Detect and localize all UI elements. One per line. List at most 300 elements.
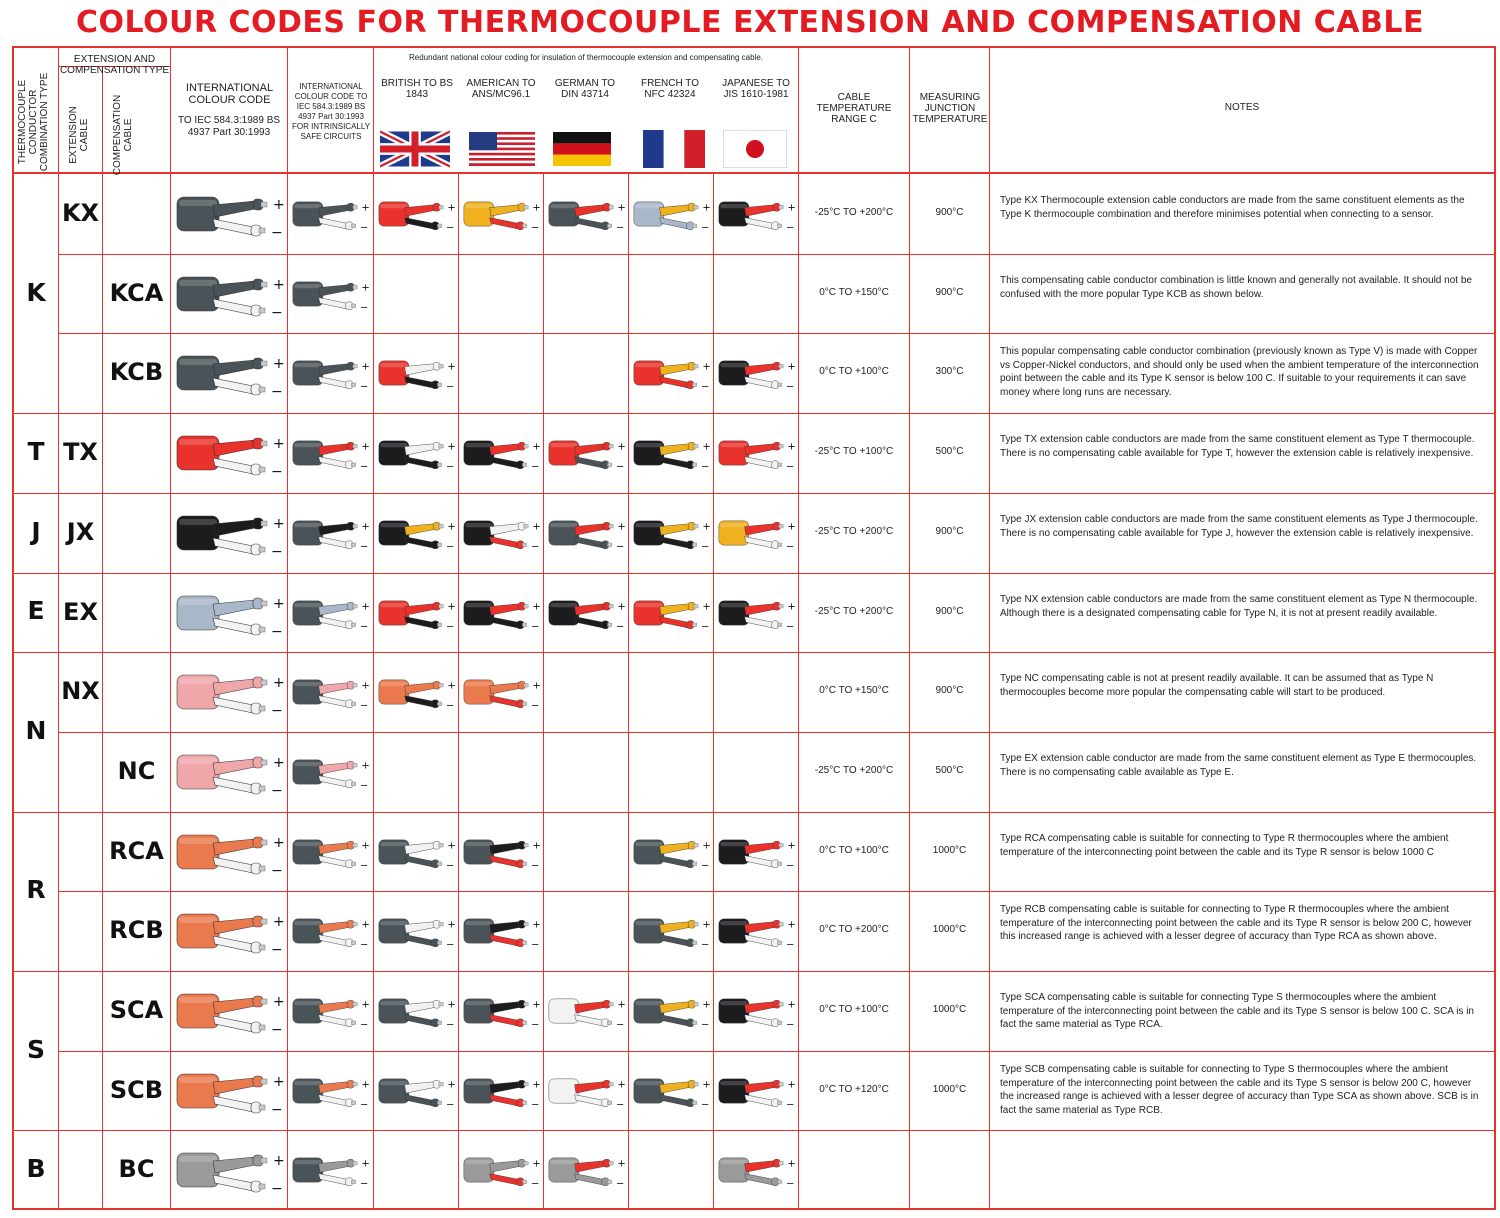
cable-icon [631,587,711,639]
cable-cell [290,347,370,404]
cable-cell [290,826,370,883]
plus-sign: + [787,919,796,931]
plus-sign: + [361,919,370,931]
plus-sign: + [702,521,711,533]
cable-cell [290,985,370,1042]
minus-sign: − [786,222,795,234]
cable-icon [631,507,711,559]
compensation-cable-code: KCB [109,358,164,386]
minus-sign: − [446,860,455,872]
minus-sign: − [531,541,540,553]
cable-icon [631,985,711,1037]
cable-icon [461,905,541,957]
row-note: Type KX Thermocouple extension cable conductors are made from the same constituent elements as the Type K thermocouple combination and therefore minimises potential when connecting to a sensor. [1000,195,1465,220]
row-note: Type NC compensating cable is not at present readily available. It can be assumed that as Type N thermocouples become more popular the compensating cable will start to be produced. [1000,673,1434,698]
plus-sign: + [273,197,285,213]
thermocouple-type-label: J [31,517,41,546]
minus-sign: − [786,1178,795,1190]
header-british: BRITISH TO BS 1843 [381,78,453,100]
measuring-junction-temp: 900°C [935,526,964,537]
measuring-junction-temp: 900°C [935,685,964,696]
header-compensation-cable: COMPENSATION CABLE [112,94,134,176]
plus-sign: + [361,361,370,373]
cable-cell [716,1144,796,1201]
minus-sign: − [701,939,710,951]
plus-sign: + [702,999,711,1011]
minus-sign: − [786,381,795,393]
minus-sign: − [271,863,283,879]
cable-cell [376,826,456,883]
minus-sign: − [446,1099,455,1111]
cable-cell [376,427,456,484]
plus-sign: + [361,202,370,214]
minus-sign: − [531,461,540,473]
cable-cell [173,821,285,888]
cable-cell [631,985,711,1042]
cable-cell [631,188,711,245]
minus-sign: − [360,1099,369,1111]
cable-cell [290,188,370,245]
cable-cell [173,342,285,409]
cable-icon [716,1065,796,1117]
cable-icon [290,826,370,878]
plus-sign: + [532,521,541,533]
cable-icon [461,985,541,1037]
minus-sign: − [701,1019,710,1031]
cable-icon [716,427,796,479]
temperature-range: 0°C TO +150°C [819,685,889,696]
cable-cell [546,188,626,245]
minus-sign: − [531,1099,540,1111]
cable-cell [290,427,370,484]
international-cable-icon [173,422,285,484]
international-cable-icon [173,502,285,564]
minus-sign: − [786,860,795,872]
cable-icon [376,826,456,878]
table-row [12,891,1496,971]
thermocouple-type-label: S [26,1035,45,1064]
cable-icon [290,1065,370,1117]
plus-sign: + [702,441,711,453]
minus-sign: − [616,1178,625,1190]
minus-sign: − [271,225,283,241]
cable-icon [546,507,626,559]
cable-cell [546,1065,626,1122]
minus-sign: − [616,222,625,234]
plus-sign: + [361,521,370,533]
plus-sign: + [447,919,456,931]
cable-cell [716,826,796,883]
cable-cell [376,507,456,564]
table-row [12,174,1496,254]
compensation-cable-code: BC [118,1155,155,1183]
international-cable-icon [173,661,285,723]
extension-cable-code: TX [63,438,98,466]
plus-sign: + [361,1158,370,1170]
cable-cell [173,263,285,330]
cable-cell [546,1144,626,1201]
plus-sign: + [273,675,285,691]
cable-icon [461,507,541,559]
cable-cell [716,1065,796,1122]
minus-sign: − [616,461,625,473]
cable-icon [546,427,626,479]
plus-sign: + [787,840,796,852]
minus-sign: − [360,939,369,951]
cable-icon [461,666,541,718]
plus-sign: + [273,436,285,452]
minus-sign: − [531,222,540,234]
temperature-range: -25°C TO +100°C [814,446,894,457]
cable-cell [173,183,285,250]
cable-icon [631,188,711,240]
minus-sign: − [531,1178,540,1190]
compensation-cable-code: RCA [109,837,164,865]
plus-sign: + [361,601,370,613]
table-row [12,732,1496,812]
minus-sign: − [360,621,369,633]
cable-cell [290,268,370,325]
minus-sign: − [786,939,795,951]
cable-cell [376,666,456,723]
table-row [12,573,1496,653]
cable-cell [546,985,626,1042]
row-note: Type RCB compensating cable is suitable for connecting to Type R thermocouples where the ambient temperature of the interconnecting point between the cable and its Type R sensor is below 200 C, however this increased range is achieved with a lesser degree of accuracy than Type RCA as shown above. [1000,904,1472,942]
plus-sign: + [532,919,541,931]
cable-icon [631,826,711,878]
international-cable-icon [173,900,285,962]
minus-sign: − [701,381,710,393]
header-thermocouple-type: THERMOCOUPLE CONDUCTOR COMBINATION TYPE [17,72,50,172]
cable-icon [376,905,456,957]
cable-cell [631,587,711,644]
minus-sign: − [271,942,283,958]
minus-sign: − [271,624,283,640]
cable-icon [376,188,456,240]
measuring-junction-temp: 1000°C [932,1004,967,1015]
temperature-range: 0°C TO +120°C [819,1084,889,1095]
cable-cell [461,587,541,644]
international-cable-icon [173,821,285,883]
cable-cell [716,347,796,404]
minus-sign: − [271,1181,283,1197]
cable-icon [290,268,370,320]
plus-sign: + [447,202,456,214]
plus-sign: + [787,441,796,453]
cable-cell [716,985,796,1042]
plus-sign: + [702,202,711,214]
minus-sign: − [360,381,369,393]
minus-sign: − [360,1178,369,1190]
temperature-range: -25°C TO +200°C [814,526,894,537]
measuring-junction-temp: 900°C [935,287,964,298]
plus-sign: + [617,1158,626,1170]
minus-sign: − [446,939,455,951]
cable-cell [173,1060,285,1127]
international-cable-icon [173,1060,285,1122]
plus-sign: + [617,441,626,453]
cable-icon [716,905,796,957]
minus-sign: − [360,1019,369,1031]
cable-icon [461,1144,541,1196]
plus-sign: + [617,521,626,533]
cable-icon [716,826,796,878]
minus-sign: − [786,461,795,473]
cable-icon [290,347,370,399]
cable-cell [376,985,456,1042]
plus-sign: + [787,601,796,613]
cable-icon [546,1065,626,1117]
minus-sign: − [271,305,283,321]
extension-cable-code: NX [61,677,100,705]
minus-sign: − [271,384,283,400]
cable-cell [546,507,626,564]
header-international: INTERNATIONAL COLOUR CODE [185,82,274,106]
plus-sign: + [361,680,370,692]
row-note: Type RCA compensating cable is suitable for connecting to Type R thermocouples where the ambient temperature of the interconnecting point between the cable and its Type R sensor is below 1000 C [1000,833,1449,858]
extension-cable-code: JX [66,518,95,546]
compensation-cable-code: NC [117,757,156,785]
plus-sign: + [617,601,626,613]
header-redundant: Redundant national colour coding for insulation of thermocouple extension and compensating cable. [408,53,763,62]
plus-sign: + [273,1074,285,1090]
table-row [12,333,1496,413]
temperature-range: -25°C TO +200°C [814,207,894,218]
cable-cell [631,1065,711,1122]
international-cable-icon [173,342,285,404]
cable-icon [290,985,370,1037]
minus-sign: − [446,222,455,234]
plus-sign: + [361,999,370,1011]
cable-icon [546,188,626,240]
plus-sign: + [447,601,456,613]
minus-sign: − [446,700,455,712]
minus-sign: − [360,461,369,473]
plus-sign: + [702,840,711,852]
minus-sign: − [360,302,369,314]
japanese-flag [723,130,787,168]
minus-sign: − [786,1019,795,1031]
row-note: This popular compensating cable conductor combination (previously known as Type V) is made with Copper vs Copper-Nickel conductors, and should only be used when the ambient temperature of the interconnection point between the cable and its Type K sensor is below 100 C. If suitable to your requirements it can save money where long runs are necessary. [1000,346,1479,398]
plus-sign: + [273,1153,285,1169]
international-cable-icon [173,183,285,245]
cable-cell [173,741,285,808]
cable-icon [376,587,456,639]
minus-sign: − [271,464,283,480]
cable-icon [716,985,796,1037]
cable-icon [461,427,541,479]
plus-sign: + [273,516,285,532]
plus-sign: + [702,601,711,613]
temperature-range: -25°C TO +200°C [814,765,894,776]
cable-cell [173,1139,285,1206]
measuring-junction-temp: 1000°C [932,924,967,935]
cable-cell [290,746,370,803]
measuring-junction-temp: 900°C [935,207,964,218]
cable-icon [376,427,456,479]
cable-cell [290,905,370,962]
minus-sign: − [786,1099,795,1111]
measuring-junction-temp: 300°C [935,366,964,377]
row-note: Type EX extension cable conductor are made from the same constituent element as Type E thermocouples. There is no compensating cable available as Type E. [1000,753,1477,778]
plus-sign: + [273,596,285,612]
minus-sign: − [701,1099,710,1111]
cable-icon [716,1144,796,1196]
minus-sign: − [701,860,710,872]
temperature-range: 0°C TO +150°C [819,287,889,298]
plus-sign: + [702,1079,711,1091]
plus-sign: + [447,999,456,1011]
measuring-junction-temp: 1000°C [932,1084,967,1095]
plus-sign: + [273,994,285,1010]
cable-cell [290,587,370,644]
plus-sign: + [617,999,626,1011]
minus-sign: − [446,381,455,393]
cable-icon [461,587,541,639]
minus-sign: − [531,939,540,951]
measuring-junction-temp: 500°C [935,765,964,776]
plus-sign: + [273,755,285,771]
plus-sign: + [447,521,456,533]
cable-icon [631,427,711,479]
cable-icon [716,507,796,559]
thermocouple-type-label: K [26,278,46,307]
cable-cell [173,980,285,1047]
cable-cell [546,587,626,644]
international-cable-icon [173,582,285,644]
row-note: This compensating cable conductor combination is little known and generally not available. It should not be confused with the more popular Type KCB as shown below. [1000,275,1472,300]
cable-cell [716,427,796,484]
plus-sign: + [787,361,796,373]
minus-sign: − [271,1102,283,1118]
minus-sign: − [360,700,369,712]
international-cable-icon [173,741,285,803]
minus-sign: − [616,621,625,633]
minus-sign: − [446,461,455,473]
cable-cell [290,1065,370,1122]
cable-icon [546,1144,626,1196]
cable-cell [461,985,541,1042]
plus-sign: + [447,680,456,692]
extension-cable-code: EX [63,598,98,626]
plus-sign: + [273,277,285,293]
cable-cell [461,188,541,245]
temperature-range: 0°C TO +100°C [819,366,889,377]
minus-sign: − [360,541,369,553]
minus-sign: − [786,621,795,633]
cable-icon [461,1065,541,1117]
plus-sign: + [273,356,285,372]
colour-code-table [12,46,1496,1210]
table-row [12,971,1496,1051]
table-row [12,652,1496,732]
plus-sign: + [617,1079,626,1091]
table-row [12,493,1496,573]
minus-sign: − [271,544,283,560]
minus-sign: − [701,222,710,234]
compensation-cable-code: SCA [109,996,164,1024]
minus-sign: − [531,621,540,633]
minus-sign: − [531,700,540,712]
cable-cell [290,666,370,723]
table-row [12,413,1496,493]
international-cable-icon [173,263,285,325]
minus-sign: − [271,783,283,799]
cable-icon [290,905,370,957]
cable-cell [376,587,456,644]
plus-sign: + [447,840,456,852]
french-flag [643,130,705,168]
measuring-junction-temp: 900°C [935,606,964,617]
cable-cell [173,582,285,649]
cable-icon [376,347,456,399]
plus-sign: + [447,361,456,373]
cable-icon [461,826,541,878]
cable-icon [716,188,796,240]
us-flag [469,132,535,166]
page-title: COLOUR CODES FOR THERMOCOUPLE EXTENSION AND COMPENSATION CABLE [76,5,1424,40]
header-measuring-junction: MEASURING JUNCTION TEMPERATURE [912,92,988,125]
extension-cable-code: KX [61,199,100,227]
cable-icon [376,666,456,718]
cable-cell [546,427,626,484]
plus-sign: + [361,1079,370,1091]
cable-cell [631,507,711,564]
compensation-cable-code: RCB [109,916,164,944]
minus-sign: − [360,222,369,234]
cable-icon [290,666,370,718]
international-cable-icon [173,980,285,1042]
minus-sign: − [701,621,710,633]
plus-sign: + [702,919,711,931]
cable-cell [173,900,285,967]
cable-cell [461,1065,541,1122]
minus-sign: − [701,461,710,473]
plus-sign: + [361,441,370,453]
cable-cell [461,427,541,484]
cable-icon [716,587,796,639]
thermocouple-type-label: R [26,875,46,904]
minus-sign: − [701,541,710,553]
measuring-junction-temp: 1000°C [932,845,967,856]
temperature-range: 0°C TO +100°C [819,845,889,856]
table-row [12,1051,1496,1131]
plus-sign: + [361,760,370,772]
cable-cell [173,661,285,728]
header-american: AMERICAN TO ANS/MC96.1 [466,78,536,100]
minus-sign: − [446,541,455,553]
cable-icon [631,905,711,957]
cable-cell [461,1144,541,1201]
cable-cell [376,188,456,245]
plus-sign: + [787,202,796,214]
header-extension-cable: EXTENSION CABLE [68,106,90,164]
row-note: Type SCB compensating cable is suitable for connecting to Type S thermocouples where the ambient temperature of the interconnecting point between the cable and its Type S sensor is below 200 C, however the increased range is achieved with a lesser degree of accuracy than Type SCA as shown above. SCB is in fact the same material as Type RCB. [1000,1064,1479,1116]
cable-cell [461,666,541,723]
minus-sign: − [786,541,795,553]
table-row [12,1130,1496,1210]
compensation-cable-code: KCA [109,279,164,307]
compensation-cable-code: SCB [109,1076,164,1104]
plus-sign: + [532,999,541,1011]
cable-cell [290,1144,370,1201]
header-german: GERMAN TO DIN 43714 [554,78,616,100]
plus-sign: + [532,1079,541,1091]
cable-icon [290,587,370,639]
plus-sign: + [787,1158,796,1170]
minus-sign: − [360,860,369,872]
uk-flag [380,130,450,168]
